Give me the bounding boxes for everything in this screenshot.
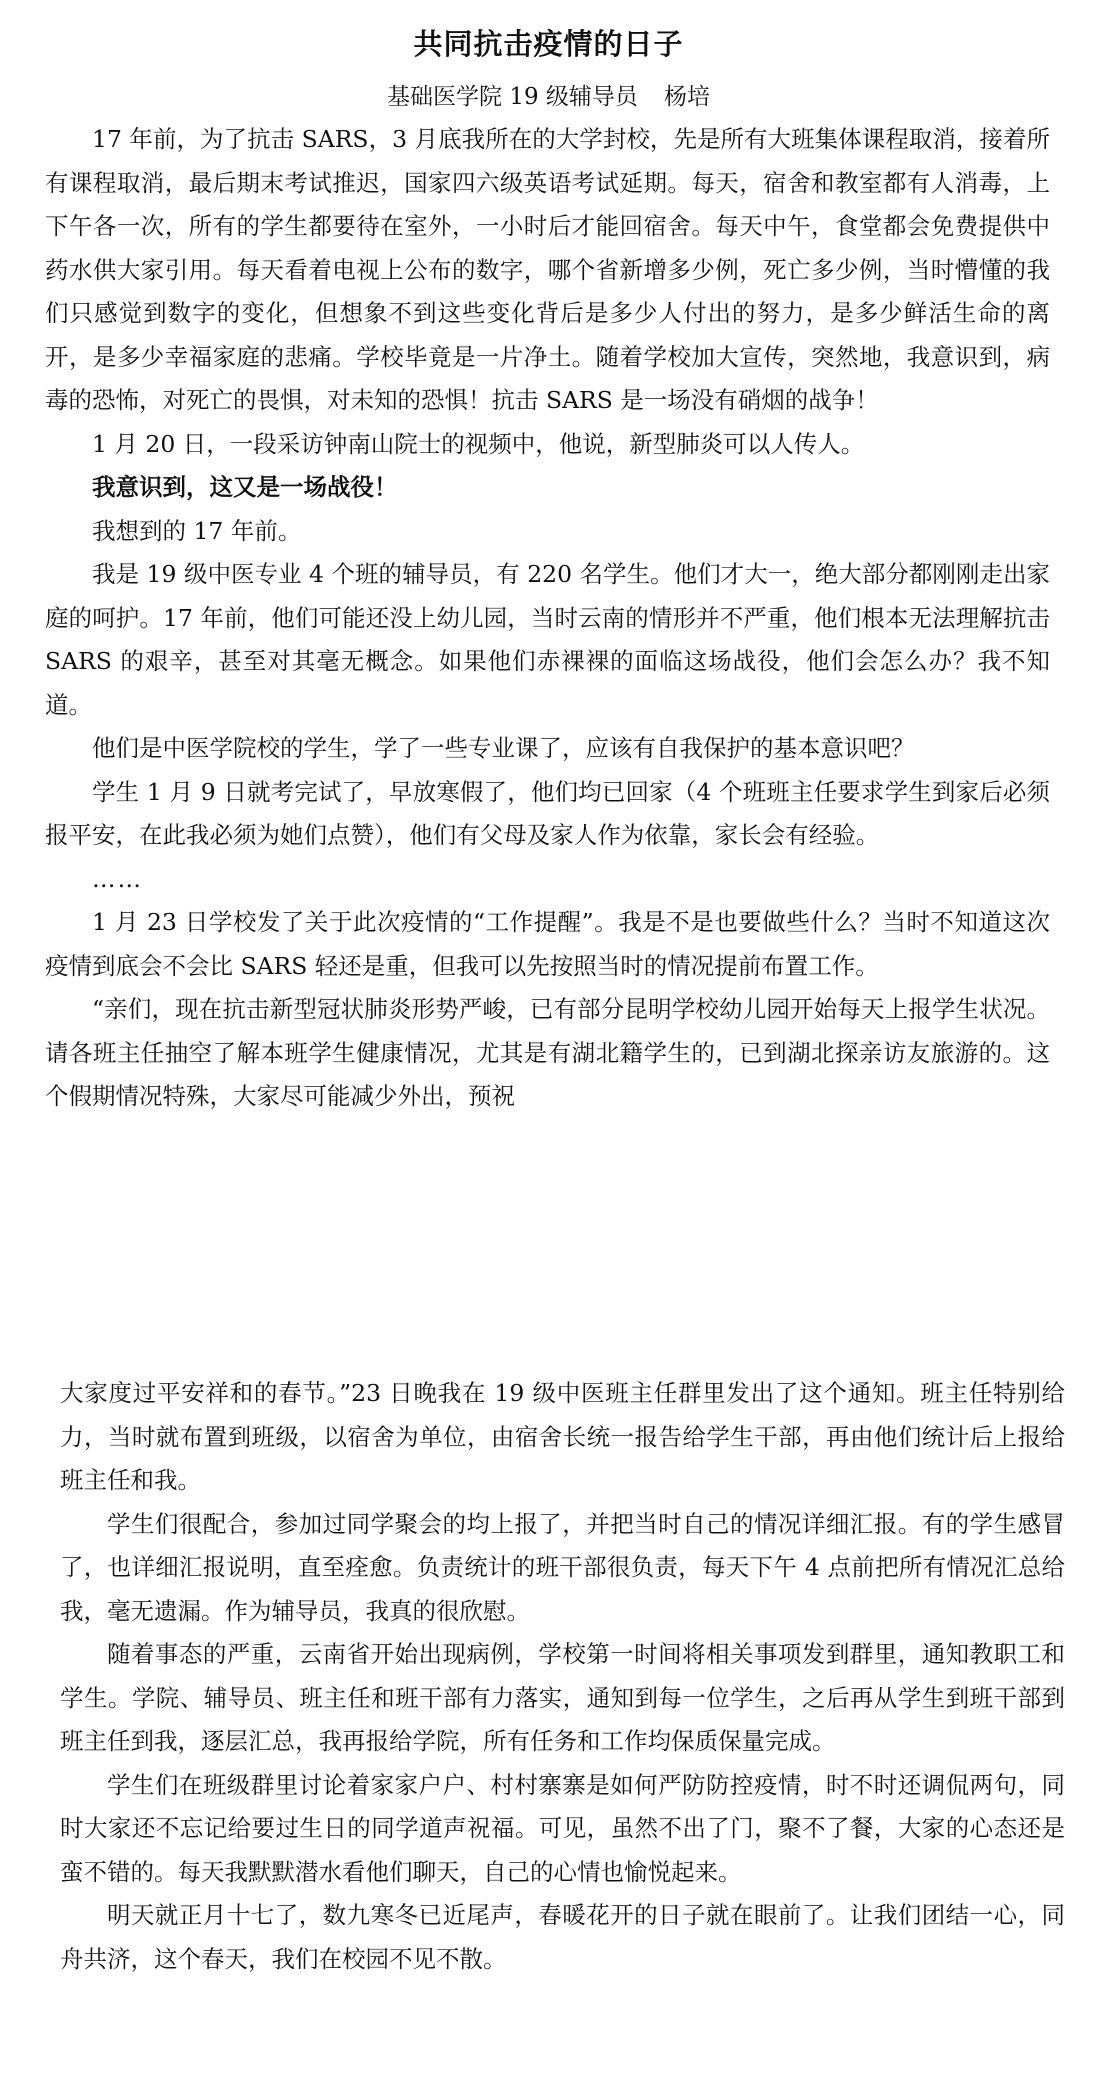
paragraph: 1 月 23 日学校发了关于此次疫情的“工作提醒”。我是不是也要做些什么？当时不知道这次疫情到底会不会比 SARS 轻还是重，但我可以先按照当时的情况提前布置工作。 — [45, 908, 1050, 980]
document-title: 共同抗击疫情的日子 — [413, 27, 684, 61]
body-section-bottom — [60, 1372, 1065, 1981]
paragraph: 我意识到，这又是一场战役！ — [92, 473, 398, 501]
author-name: 杨培 — [663, 84, 710, 110]
paragraph-continued: 大家度过平安祥和的春节。”23 日晚我在 19 级中医班主任群里发出了这个通知。班主任特别给力，当时就布置到班级，以宿舍为单位，由宿舍长统一报告给学生干部，再由他们统计后上报给班主任和我。 — [60, 1379, 1065, 1494]
paragraph: 他们是中医学院校的学生，学了一些专业课了，应该有自我保护的基本意识吧？ — [92, 734, 915, 762]
ellipsis-line: …… — [92, 864, 143, 893]
paragraph: 学生们很配合，参加过同学聚会的均上报了，并把当时自己的情况详细汇报。有的学生感冒了，也详细汇报说明，直至痊愈。负责统计的班干部很负责，每天下午 4 点前把所有情况汇总给我，毫无遗漏。作为辅导员，我真的很欣慰。 — [60, 1509, 1065, 1625]
body-section-top — [45, 118, 1050, 1119]
paragraph: 学生们在班级群里讨论着家家户户、村村寨寨是如何严防防控疫情，时不时还调侃两句，同时大家还不忘记给要过生日的同学道声祝福。可见，虽然不出了门，聚不了餐，大家的心态还是蛮不错的。每天我默默潜水看他们聊天，自己的心情也愉悦起来。 — [60, 1770, 1065, 1886]
byline — [0, 78, 1097, 111]
paragraph: 17 年前，为了抗击 SARS，3 月底我所在的大学封校，先是所有大班集体课程取消，接着所有课程取消，最后期末考试推迟，国家四六级英语考试延期。每天，宿舍和教室都有人消毒，上下午各一次，所有的学生都要待在室外，一小时后才能回宿舍。每天中午，食堂都会免费提供中药水供大家引用。每天看着电视上公布的数字，哪个省新增多少例，死亡多少例，当时懵懂的我们只感觉到数字的变化，但想象不到这些变化背后是多少人付出的努力，是多少鲜活生命的离开，是多少幸福家庭的悲痛。学校毕竟是一片净土。随着学校加大宣传，突然地，我意识到，病毒的恐怖，对死亡的畏惧，对未知的恐惧！抗击 SARS 是一场没有硝烟的战争！ — [45, 125, 1050, 414]
paragraph: 学生 1 月 9 日就考完试了，早放寒假了，他们均已回家（4 个班班主任要求学生到家后必须报平安，在此我必须为她们点赞），他们有父母及家人作为依靠，家长会有经验。 — [45, 777, 1050, 849]
author-affiliation: 基础医学院 19 级辅导员 — [387, 84, 638, 110]
paragraph: 我是 19 级中医专业 4 个班的辅导员，有 220 名学生。他们才大一，绝大部分都刚刚走出家庭的呵护。17 年前，他们可能还没上幼儿园，当时云南的情形并不严重，他们根本无法理解抗击 SARS 的艰辛，甚至对其毫无概念。如果他们赤裸裸的面临这场战役，他们会怎么办？我不知道。 — [45, 560, 1050, 719]
paragraph: 1 月 20 日，一段采访钟南山院士的视频中，他说，新型肺炎可以人传人。 — [92, 429, 865, 458]
paragraph: 随着事态的严重，云南省开始出现病例，学校第一时间将相关事项发到群里，通知教职工和学生。学院、辅导员、班主任和班干部有力落实，通知到每一位学生，之后再从学生到班干部到班主任到我，逐层汇总，我再报给学院，所有任务和工作均保质保量完成。 — [60, 1640, 1065, 1755]
paragraph: “亲们，现在抗击新型冠状肺炎形势严峻，已有部分昆明学校幼儿园开始每天上报学生状况。请各班主任抽空了解本班学生健康情况，尤其是有湖北籍学生的，已到湖北探亲访友旅游的。这个假期情况特殊，大家尽可能减少外出，预祝 — [45, 995, 1050, 1110]
paragraph: 明天就正月十七了，数九寒冬已近尾声，春暖花开的日子就在眼前了。让我们团结一心，同舟共济，这个春天，我们在校园不见不散。 — [60, 1901, 1065, 1973]
paragraph: 我想到的 17 年前。 — [92, 516, 302, 545]
